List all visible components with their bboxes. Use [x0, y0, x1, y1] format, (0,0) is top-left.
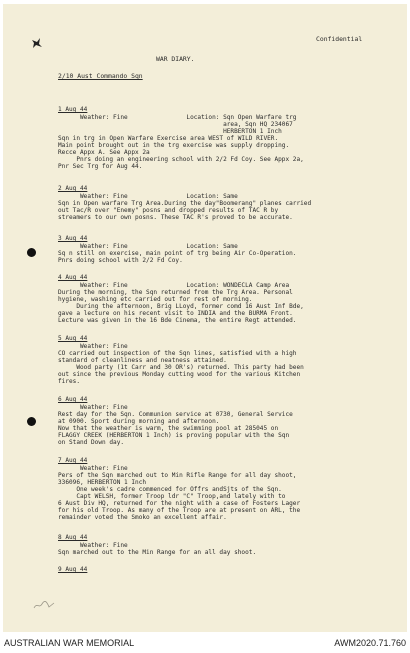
punch-hole	[27, 248, 36, 257]
unit-name: 2/10 Aust Commando Sqn	[58, 72, 143, 80]
text-line: Wood party (1t Carr and 30 OR's) returned. This party had been	[58, 364, 304, 371]
classification-label: Confidential	[316, 35, 363, 43]
text-line: Weather: Fine Location: WONDECLA Camp Area	[58, 282, 290, 289]
text-line: hygiene, washing etc carried out for rest of morning.	[58, 296, 253, 303]
entry-date: 7 Aug 44	[58, 457, 88, 464]
text-line: Weather: Fine	[58, 465, 128, 472]
entry-date: 2 Aug 44	[58, 185, 88, 192]
text-line: Pnrs doing school with 2/2 Fd Coy.	[58, 257, 183, 264]
text-line: Sqn in trg in Open Warfare Exercise area WEST of WILD RIVER.	[58, 135, 279, 142]
text-line: streamers to our own posns. These TAC R's proved to be accurate.	[58, 214, 293, 221]
text-line: Lecture was given in the 16 Bde Cinema, the entire Regt attended.	[58, 317, 297, 324]
text-line: Recce Appx A. See Appx 2a	[58, 149, 150, 156]
text-line: Weather: Fine Location: Sqn Open Warfare trg	[58, 114, 297, 121]
text-line: One week's cadre commenced for Offrs andSjts of the Sqn.	[58, 486, 282, 493]
text-line: Main point brought out in the trg exercise was supply dropping.	[58, 142, 290, 149]
entry-date: 3 Aug 44	[58, 235, 88, 242]
text-line: During the afternoon, Brig LLoyd, former comd 16 Aust Inf Bde,	[58, 303, 304, 310]
text-line: Sq n still on exercise, main point of trg being Air Co-Operation.	[58, 250, 297, 257]
text-line: remainder voted the Smoko an excellent affair.	[58, 514, 227, 521]
text-line: CO carried out inspection of the Sqn lines, satisfied with a high	[58, 350, 297, 357]
text-line: for his old Troop. As many of the Troop are at present on ARL, the	[58, 507, 301, 514]
text-line: HERBERTON 1 Inch	[58, 128, 282, 135]
entry-date: 1 Aug 44	[58, 106, 88, 113]
text-line: FLAGGY CREEK (HERBERTON 1 Inch) is proving popular with the Sqn	[58, 432, 290, 439]
entry-date: 8 Aug 44	[58, 534, 88, 541]
text-line: Pers of the Sqn marched out to Min Rifle Range for all day shoot,	[58, 472, 297, 479]
pencil-mark-icon	[33, 600, 55, 610]
punch-hole	[27, 417, 36, 426]
text-line: standard of cleanliness and neatness attained.	[58, 357, 227, 364]
text-line: Weather: Fine Location: Same	[58, 243, 238, 250]
text-line: Capt WELSH, former Troop ldr "C" Troop,and lately with to	[58, 493, 286, 500]
text-line: Pnrs doing an engineering school with 2/2 Fd Coy. See Appx 2a,	[58, 156, 304, 163]
pin-mark-icon	[31, 37, 43, 49]
entry-date: 5 Aug 44	[58, 335, 88, 342]
text-line: gave a lecture on his recent visit to INDIA and the BURMA Front.	[58, 310, 293, 317]
entry-date: 4 Aug 44	[58, 274, 88, 281]
archive-reference: AWM2020.71.760	[334, 638, 406, 648]
text-line: out Tac/R over "Enemy" posns and dropped results of TAC R by	[58, 207, 279, 214]
text-line: Weather: Fine	[58, 542, 128, 549]
text-line: area, Sqn HQ 234067	[58, 121, 293, 128]
text-line: at 0900. Sport during morning and afternoon.	[58, 418, 220, 425]
archive-footer	[0, 633, 410, 653]
text-line: During the morning, the Sqn returned from the Trg Area. Personal	[58, 289, 293, 296]
text-line: Pnr Sec Trg for Aug 44.	[58, 163, 143, 170]
text-line: Weather: Fine	[58, 343, 128, 350]
text-line: out since the previous Monday cutting wood for the various Kitchen	[58, 371, 301, 378]
diary-page	[3, 4, 407, 632]
text-line: 336096, HERBERTON 1 Inch	[58, 479, 147, 486]
page-title: WAR DIARY.	[156, 55, 195, 63]
entry-date: 6 Aug 44	[58, 396, 88, 403]
text-line: Sqn marched out to the Min Range for an all day shoot.	[58, 549, 257, 556]
archive-name: AUSTRALIAN WAR MEMORIAL	[4, 638, 135, 648]
text-line: fires.	[58, 378, 81, 385]
text-line: on Stand Down day.	[58, 439, 125, 446]
text-line: Weather: Fine Location: Same	[58, 193, 238, 200]
text-line: Rest day for the Sqn. Communion service at 0730, General Service	[58, 411, 293, 418]
text-line: Sqn in Open warfare Trg Area.During the day"Boomerang" planes carried	[58, 200, 312, 207]
text-line: Now that the weather is warm, the swimming pool at 285045 on	[58, 425, 279, 432]
entry-date: 9 Aug 44	[58, 566, 88, 573]
text-line: Weather: Fine	[58, 404, 128, 411]
text-line: 6 Aust Div HQ, returned for the night with a case of Fosters Lager	[58, 500, 301, 507]
